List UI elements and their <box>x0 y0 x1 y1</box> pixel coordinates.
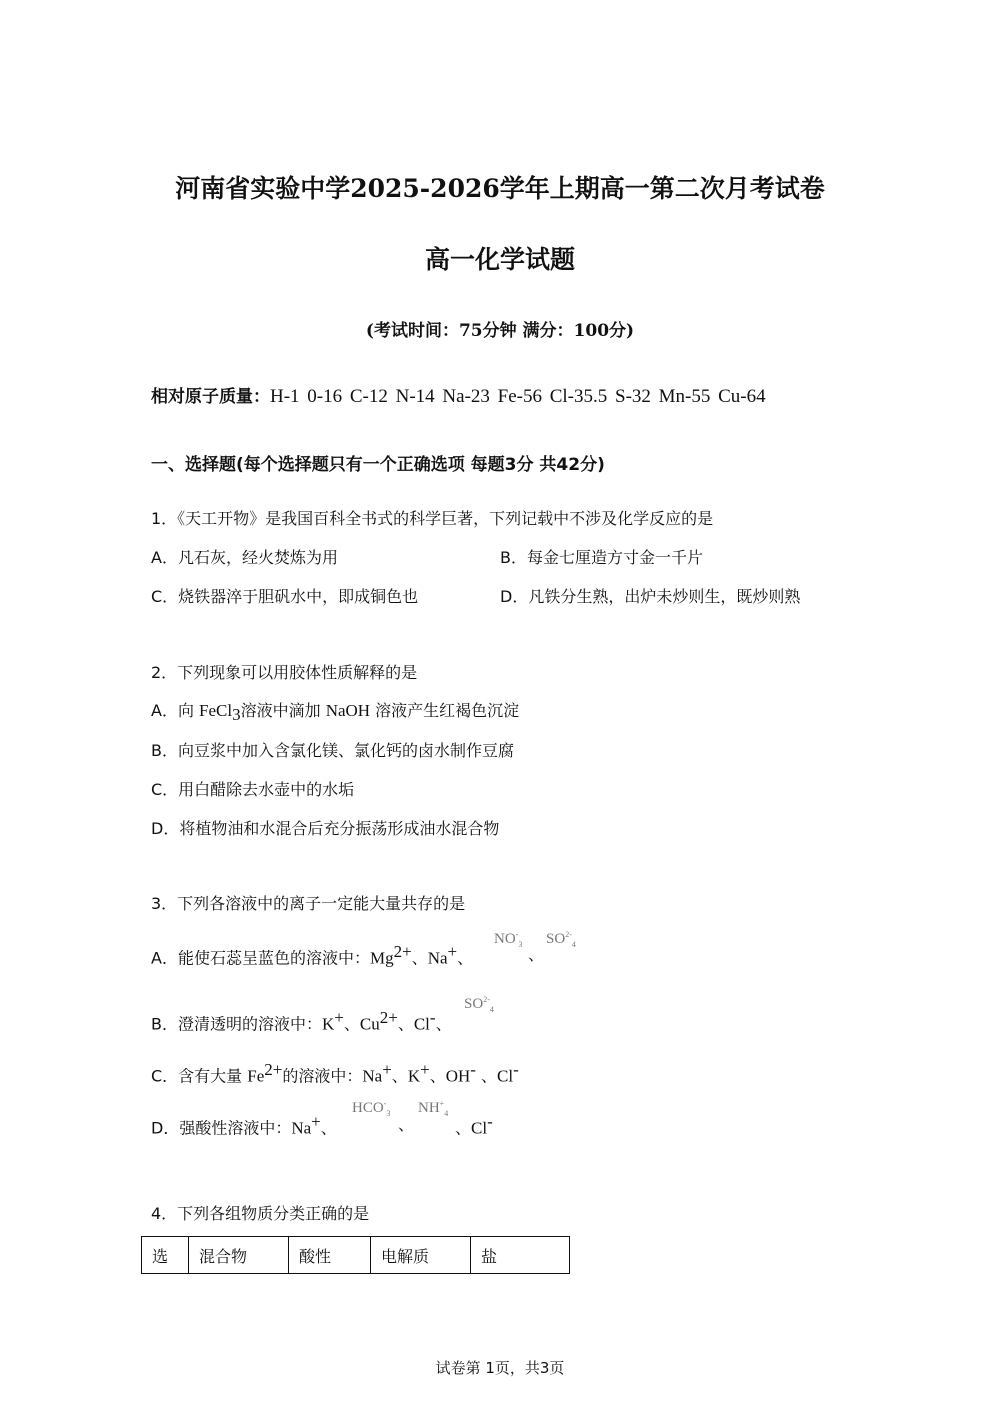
q1-option-d: D．凡铁分生熟，出炉未炒则生，既炒则熟 <box>500 587 801 606</box>
table-header-cell: 选 <box>142 1237 189 1274</box>
q3-a-nitrate-formula: $NO^-_3$ <box>494 930 523 949</box>
atomic-mass-line <box>151 382 766 408</box>
q2-option-c: C．用白醋除去水壶中的水垢 <box>151 780 355 799</box>
q3-stem: 3．下列各溶液中的离子一定能大量共存的是 <box>151 894 466 913</box>
exam-title: 河南省实验中学2025-2026学年上期高一第二次月考试卷 <box>175 174 825 203</box>
q3-option-d: D．强酸性溶液中：Na+、 <box>151 1112 337 1138</box>
q2-option-b: B．向豆浆中加入含氯化镁、氯化钙的卤水制作豆腐 <box>151 741 514 760</box>
q3-b-sulfate-formula: $SO^{2-}_4$ <box>464 995 494 1014</box>
q3-d-separator-1: 、 <box>398 1115 415 1134</box>
q3-a-separator: 、 <box>528 945 545 964</box>
atomic-mass-label: 相对原子质量： <box>151 387 270 407</box>
q3-option-c: C．含有大量 $Fe^{2+}$的溶液中：Na+、K+、OH- 、Cl- <box>151 1060 519 1086</box>
q3-option-a: A．能使石蕊呈蓝色的溶液中：$Mg^{2+}$、Na+、 <box>151 942 474 968</box>
q3-d-tail: 、Cl- <box>455 1112 493 1138</box>
q2-stem: 2．下列现象可以用胶体性质解释的是 <box>151 663 418 682</box>
q3-option-b: B．澄清透明的溶液中：K+、$Cu^{2+}$、Cl-、 <box>151 1008 452 1034</box>
q1-option-a: A．凡石灰，经火焚炼为用 <box>151 548 338 567</box>
table-header-cell: 电解质 <box>371 1237 471 1274</box>
exam-info: (考试时间：75分钟 满分：100分) <box>365 321 635 341</box>
table-header-row <box>142 1237 570 1274</box>
atomic-mass-values: H-1 0-16 C-12 N-14 Na-23 Fe-56 Cl-35.5 S-32 Mn-55 Cu-64 <box>270 386 766 407</box>
section-heading: 一、选择题(每个选择题只有一个正确选项 每题3分 共42分) <box>151 455 605 475</box>
q3-d-ammonium-formula: $NH^+_4$ <box>418 1099 449 1118</box>
table-header-cell: 混合物 <box>189 1237 289 1274</box>
q2-option-d: D．将植物油和水混合后充分振荡形成油水混合物 <box>151 819 500 838</box>
q1-option-c: C．烧铁器淬于胆矾水中，即成铜色也 <box>151 587 419 606</box>
q4-stem: 4．下列各组物质分类正确的是 <box>151 1204 370 1223</box>
table-header-cell: 盐 <box>471 1237 570 1274</box>
table-header-cell: 酸性 <box>289 1237 371 1274</box>
q1-stem: 1．《天工开物》是我国百科全书式的科学巨著，下列记载中不涉及化学反应的是 <box>151 509 714 528</box>
q3-d-bicarbonate-formula: $HCO^-_3$ <box>352 1099 391 1118</box>
classification-table <box>141 1236 570 1274</box>
q1-option-b: B．每金七厘造方寸金一千片 <box>500 548 703 567</box>
q2-option-a: A．向 FeCl$_3$溶液中滴加 NaOH 溶液产生红褐色沉淀 <box>151 701 520 725</box>
q3-a-sulfate-formula: $SO^{2-}_4$ <box>546 930 576 949</box>
page-footer: 试卷第 1页，共3页 <box>435 1359 565 1377</box>
exam-subtitle: 高一化学试题 <box>424 245 575 274</box>
